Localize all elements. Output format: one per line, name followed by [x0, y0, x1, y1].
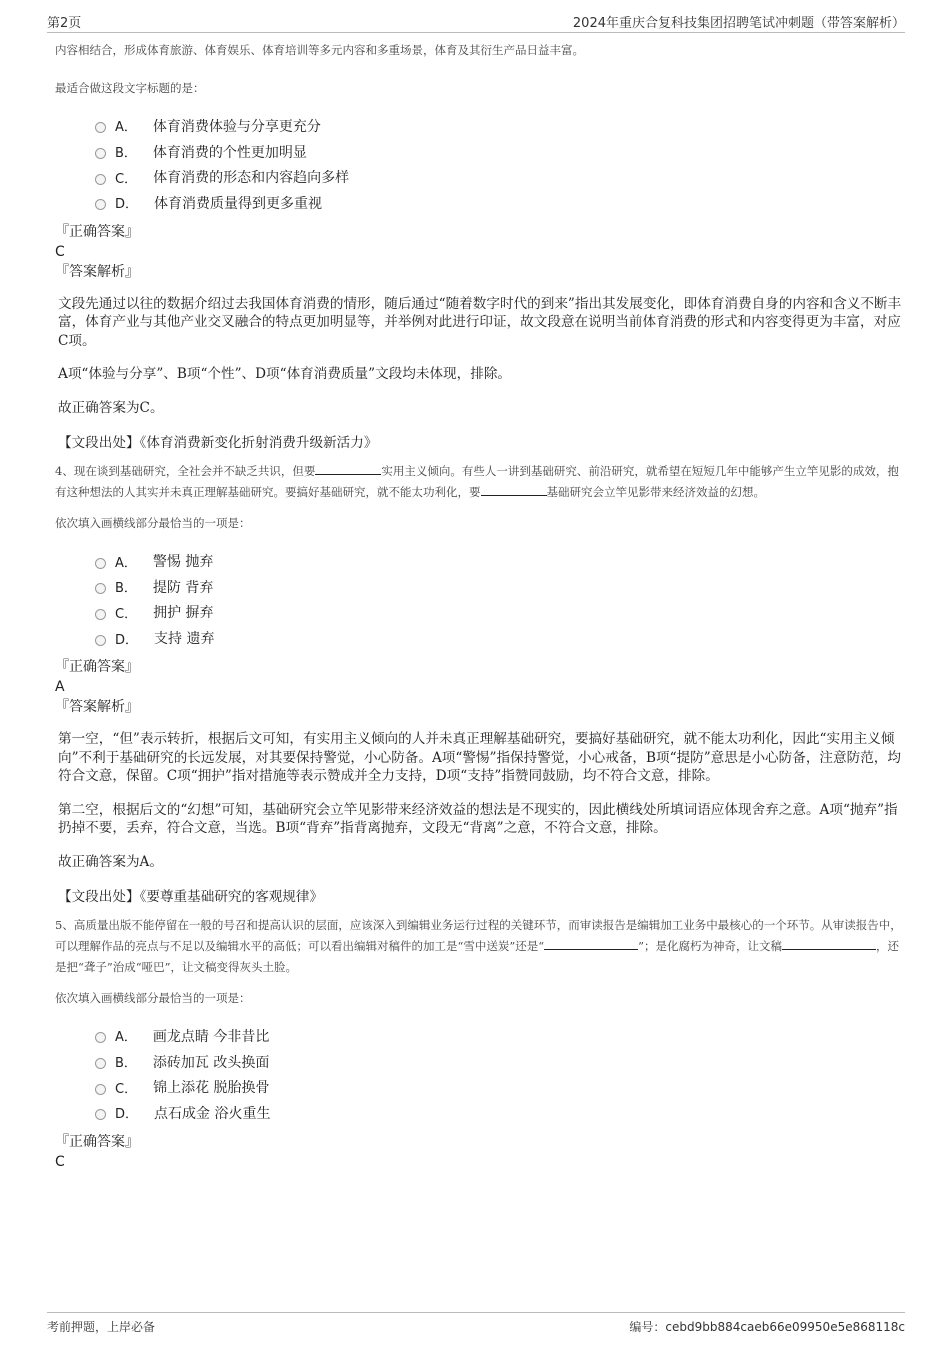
q4-option-a[interactable]: A． 警惕 抛弃	[95, 548, 905, 574]
q3-analysis-2: A项“体验与分享”、B项“个性”、D项“体育消费质量”文段均未体现，排除。	[58, 366, 512, 383]
q3-options	[95, 113, 905, 216]
q3-source: 【文段出处】《体育消费新变化折射消费升级新活力》	[58, 435, 378, 452]
q3-prompt: 最适合做这段文字标题的是：	[55, 81, 205, 95]
radio-icon[interactable]	[95, 1032, 106, 1043]
radio-icon[interactable]	[95, 1109, 106, 1120]
radio-icon[interactable]	[95, 609, 106, 620]
q5-stem: 5、高质量出版不能停留在一般的号召和提高认识的层面，应该深入到编辑业务运行过程的关键环节，而审读报告是编辑加工业务中最核心的一个环节。从审读报告中，可以理解作品的亮点与不足以及编辑水平的高低；可以看出编辑对稿件的加工是“雪中送炭”还是“ ”；是化腐朽为神奇，让文稿 ，还是把“聋子”治成“哑巴”，让文稿变得灰头土脸。	[55, 918, 902, 974]
footer-code: 编号：cebd9bb884caeb66e09950e5e868118c	[629, 1320, 905, 1334]
fill-blank	[315, 462, 381, 475]
q4-stem: 4、现在谈到基础研究，全社会并不缺乏共识，但要 实用主义倾向。有些人一讲到基础研究、前沿研究，就希望在短短几年中能够产生立竿见影的成效，抱有这种想法的人其实并未真正理解基础研究。要搞好基础研究，就不能太功利化，要 基础研究会立竿见影带来经济效益的幻想。	[55, 464, 899, 500]
q3-answer: C	[55, 243, 65, 260]
q5-option-b[interactable]: B． 添砖加瓦 改头换面	[95, 1049, 905, 1075]
q3-passage-tail: 内容相结合，形成体育旅游、体育娱乐、体育培训等多元内容和多重场景，体育及其衍生产品日益丰富。	[55, 43, 584, 57]
radio-icon[interactable]	[95, 583, 106, 594]
q3-analysis-3: 故正确答案为C。	[58, 399, 164, 416]
radio-icon[interactable]	[95, 558, 106, 569]
fill-blank	[782, 937, 876, 950]
q5-option-d[interactable]: D． 点石成金 浴火重生	[95, 1100, 905, 1126]
q4-options	[95, 548, 905, 651]
footer-slogan: 考前押题，上岸必备	[47, 1320, 156, 1334]
radio-icon[interactable]	[95, 174, 106, 185]
q4-analysis-1: 第一空，“但”表示转折，根据后文可知，有实用主义倾向的人并未真正理解基础研究，要搞好基础研究，就不能太功利化，因此“实用主义倾向”不利于基础研究的长远发展，对其要保持警觉，小心防备。A项“警惕”指保持警觉，小心戒备，B项“提防”意思是小心防备，注意防范，均符合文意，保留。C项“拥护”指对措施等表示赞成并全力支持，D项“支持”指赞同鼓励，均不符合文意，排除。	[58, 731, 901, 784]
q5-answer: C	[55, 1153, 65, 1170]
q4-analysis-3: 故正确答案为A。	[58, 853, 163, 870]
q5-options	[95, 1023, 905, 1126]
q4-answer: A	[55, 679, 65, 695]
radio-icon[interactable]	[95, 199, 106, 210]
q3-analysis-1: 文段先通过以往的数据介绍过去我国体育消费的情形，随后通过“随着数字时代的到来”指出其发展变化，即体育消费自身的内容和含义不断丰富，体育产业与其他产业交叉融合的特点更加明显等，并举例对此进行印证，故文段意在说明当前体育消费的形式和内容变得更为丰富，对应C项。	[58, 295, 902, 349]
page-header	[47, 12, 905, 33]
page-number: 第2页	[47, 16, 82, 31]
radio-icon[interactable]	[95, 122, 106, 133]
radio-icon[interactable]	[95, 1058, 106, 1069]
q3-option-a[interactable]: A． 体育消费体验与分享更充分	[95, 113, 905, 139]
radio-icon[interactable]	[95, 635, 106, 646]
document-title: 2024年重庆合复科技集团招聘笔试冲刺题（带答案解析）	[572, 16, 905, 31]
q4-prompt: 依次填入画横线部分最恰当的一项是：	[55, 516, 251, 531]
q5-option-a[interactable]: A． 画龙点睛 今非昔比	[95, 1023, 905, 1049]
q3-answer-label: 『正确答案』	[55, 223, 139, 240]
q4-option-d[interactable]: D． 支持 遗弃	[95, 625, 905, 651]
q5-option-c[interactable]: C． 锦上添花 脱胎换骨	[95, 1074, 905, 1100]
q4-answer-label: 『正确答案』	[55, 659, 139, 675]
radio-icon[interactable]	[95, 148, 106, 159]
q5-prompt: 依次填入画横线部分最恰当的一项是：	[55, 991, 251, 1005]
q4-analysis-2: 第二空，根据后文的“幻想”可知，基础研究会立竿见影带来经济效益的想法是不现实的，因此横线处所填词语应体现舍弃之意。A项“抛弃”指扔掉不要，丢弃，符合文意，当选。B项“背弃”指背离抛弃，文段无“背离”之意，不符合文意，排除。	[58, 801, 898, 836]
page-footer	[47, 1312, 905, 1335]
q4-analysis-label: 『答案解析』	[55, 699, 139, 715]
fill-blank	[481, 483, 547, 496]
page-content	[55, 40, 905, 1172]
q3-option-c[interactable]: C． 体育消费的形态和内容趋向多样	[95, 164, 905, 190]
q4-source: 【文段出处】《要尊重基础研究的客观规律》	[58, 889, 324, 905]
fill-blank	[544, 937, 638, 950]
q3-option-b[interactable]: B． 体育消费的个性更加明显	[95, 139, 905, 165]
q3-analysis-label: 『答案解析』	[55, 263, 139, 280]
q3-option-d[interactable]: D． 体育消费质量得到更多重视	[95, 190, 905, 216]
q4-option-c[interactable]: C． 拥护 摒弃	[95, 600, 905, 626]
radio-icon[interactable]	[95, 1084, 106, 1095]
q5-answer-label: 『正确答案』	[55, 1133, 139, 1150]
q4-option-b[interactable]: B． 提防 背弃	[95, 574, 905, 600]
